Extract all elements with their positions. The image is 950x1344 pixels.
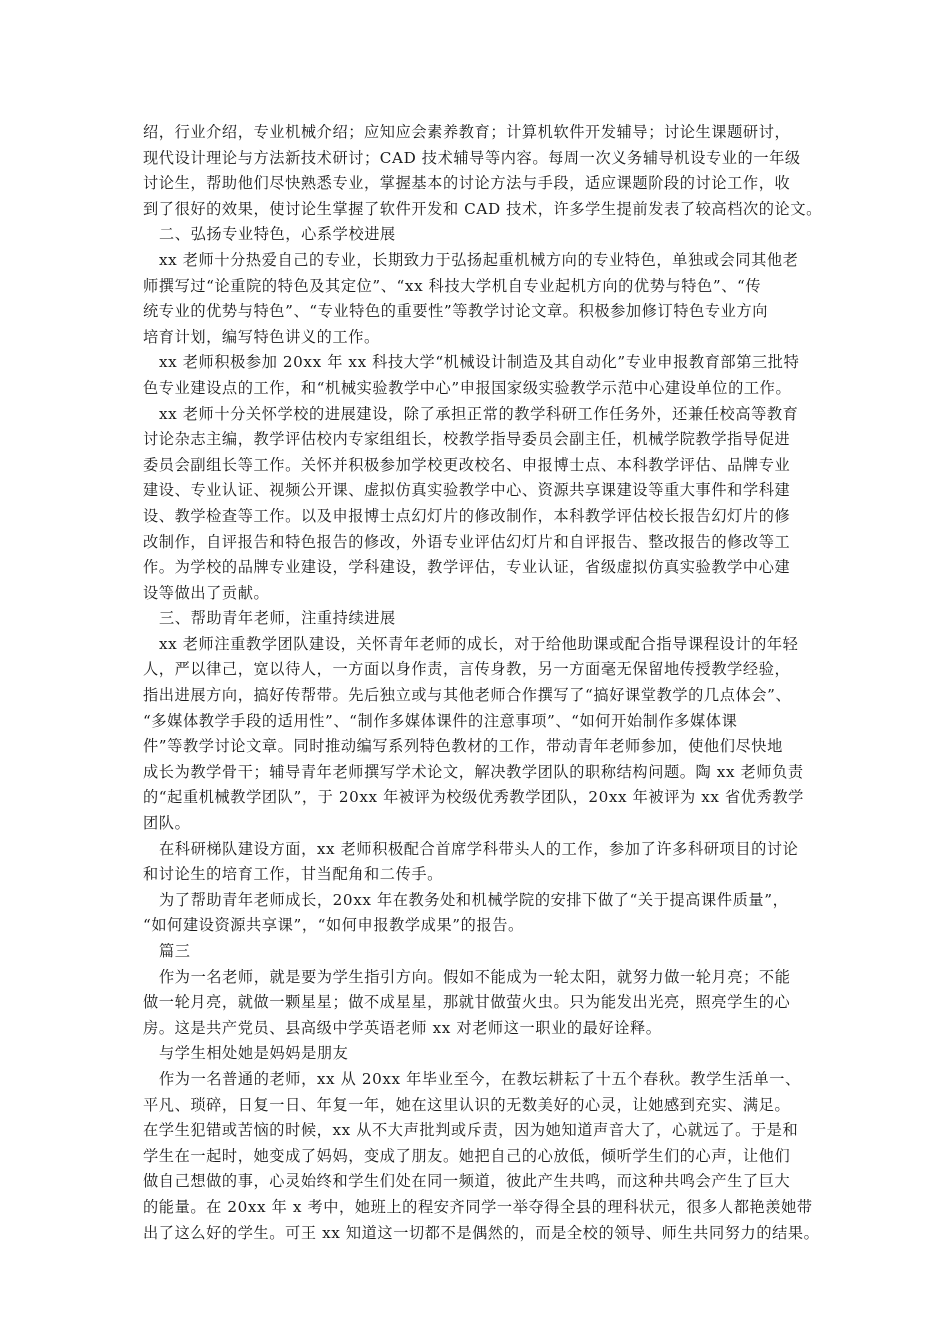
text-line: 作为一名普通的老师，xx 从 20xx 年毕业至今，在教坛耕耘了十五个春秋。教学生活单一、: [159, 1069, 801, 1088]
text-line: xx 老师注重教学团队建设，关怀青年老师的成长，对于给他助课或配合指导课程设计的年轻: [159, 634, 799, 653]
text-line: 做自己想做的事，心灵始终和学生们处在同一频道，彼此产生共鸣，而这种共鸣会产生了巨大: [143, 1172, 791, 1191]
text-line: xx 老师十分关怀学校的进展建设，除了承担正常的教学科研工作任务外，还兼任校高等教育: [159, 404, 799, 423]
text-line: 绍，行业介绍，专业机械介绍；应知应会素养教育；计算机软件开发辅导；讨论生课题研讨，: [143, 123, 791, 141]
text-line: 学生在一起时，她变成了妈妈，变成了朋友。她把自己的心放低，倾听学生们的心声，让他们: [143, 1146, 791, 1165]
text-line: xx 老师积极参加 20xx 年 xx 科技大学“机械设计制造及其自动化”专业申报教育部第三批特: [159, 353, 800, 372]
text-line: 改制作，自评报告和特色报告的修改，外语专业评估幻灯片和自评报告、整改报告的修改等工: [143, 532, 791, 551]
text-line: 师撰写过“论重院的特色及其定位”、“xx 科技大学机自专业起机方向的优势与特色”、“传: [143, 276, 762, 295]
text-line: 委员会副组长等工作。关怀并积极参加学校更改校名、申报博士点、本科教学评估、品牌专业: [143, 455, 791, 474]
text-line: 篇三: [159, 942, 191, 960]
text-line: “如何建设资源共享课”，“如何申报教学成果”的报告。: [143, 916, 524, 935]
text-line: 做一轮月亮，就做一颗星星；做不成星星，那就甘做萤火虫。只为能发出光亮，照亮学生的心: [143, 993, 791, 1012]
text-line: xx 老师十分热爱自己的专业，长期致力于弘扬起重机械方向的专业特色，单独或会同其他老: [159, 250, 799, 269]
text-line: 三、帮助青年老师，注重持续进展: [159, 609, 396, 628]
text-line: 现代设计理论与方法新技术研讨；CAD 技术辅导等内容。每周一次义务辅导机设专业的一年级: [143, 148, 801, 167]
text-line: 出了这么好的学生。可王 xx 知道这一切都不是偶然的，而是全校的领导、师生共同努力的结果。: [143, 1223, 820, 1242]
document-page: [143, 120, 823, 1246]
text-line: 的能量。在 20xx 年 x 考中，她班上的程安齐同学一举夺得全县的理科状元，很多人都艳羡她带: [143, 1197, 813, 1216]
text-line: 在学生犯错或苦恼的时候，xx 从不大声批判或斥责，因为她知道声音大了，心就远了。于是和: [143, 1121, 799, 1140]
text-line: 和讨论生的培育工作，甘当配角和二传手。: [143, 865, 443, 884]
text-line: 件”等教学讨论文章。同时推动编写系列特色教材的工作，带动青年老师参加，使他们尽快地: [143, 737, 783, 756]
text-line: 房。这是共产党员、县高级中学英语老师 xx 对老师这一职业的最好诠释。: [143, 1018, 662, 1037]
text-line: 平凡、琐碎，日复一日、年复一年，她在这里认识的无数美好的心灵，让她感到充实、满足。: [143, 1095, 791, 1114]
text-line: 在科研梯队建设方面，xx 老师积极配合首席学科带头人的工作，参加了许多科研项目的讨论: [159, 839, 799, 858]
text-line: 团队。: [143, 814, 191, 833]
text-line: 与学生相处她是妈妈是朋友: [159, 1044, 349, 1063]
text-line: 设、教学检查等工作。以及申报博士点幻灯片的修改制作，本科教学评估校长报告幻灯片的修: [143, 506, 791, 525]
text-line: 人，严以律己，宽以待人，一方面以身作责，言传身教，另一方面毫无保留地传授教学经验，: [143, 660, 791, 679]
text-line: 为了帮助青年老师成长，20xx 年在教务处和机械学院的安排下做了“关于提高课件质量”，: [159, 890, 789, 909]
text-line: 统专业的优势与特色”、“专业特色的重要性”等教学讨论文章。积极参加修订特色专业方向: [143, 302, 769, 321]
text-line: 作。为学校的品牌专业建设，学科建设，教学评估，专业认证，省级虚拟仿真实验教学中心建: [143, 558, 791, 577]
text-line: 指出进展方向，搞好传帮带。先后独立或与其他老师合作撰写了“搞好课堂教学的几点体会”、: [143, 686, 792, 705]
text-line: 建设、专业认证、视频公开课、虚拟仿真实验教学中心、资源共享课建设等重大事件和学科建: [143, 481, 791, 500]
text-line: 二、弘扬专业特色，心系学校进展: [159, 225, 396, 244]
text-line: 到了很好的效果，使讨论生掌握了软件开发和 CAD 技术，许多学生提前发表了较高档次的论文。: [143, 199, 822, 218]
text-line: 讨论杂志主编，教学评估校内专家组组长，校教学指导委员会副主任，机械学院教学指导促进: [143, 430, 791, 449]
text-line: 成长为教学骨干；辅导青年老师撰写学术论文，解决教学团队的职称结构问题。陶 xx 老师负责: [143, 762, 804, 781]
text-line: 色专业建设点的工作，和“机械实验教学中心”申报国家级实验教学示范中心建设单位的工作。: [143, 378, 792, 397]
text-line: 的“起重机械教学团队”，于 20xx 年被评为校级优秀教学团队，20xx 年被评为 xx 省优秀教学: [143, 788, 804, 807]
text-line: 设等做出了贡献。: [143, 583, 270, 602]
text-line: 作为一名老师，就是要为学生指引方向。假如不能成为一轮太阳，就努力做一轮月亮；不能: [159, 967, 791, 986]
text-line: 讨论生，帮助他们尽快熟悉专业，掌握基本的讨论方法与手段，适应课题阶段的讨论工作，收: [143, 174, 791, 193]
text-line: “多媒体教学手段的适用性”、“制作多媒体课件的注意事项”、“如何开始制作多媒体课: [143, 711, 738, 730]
text-line: 培育计划，编写特色讲义的工作。: [143, 327, 380, 346]
